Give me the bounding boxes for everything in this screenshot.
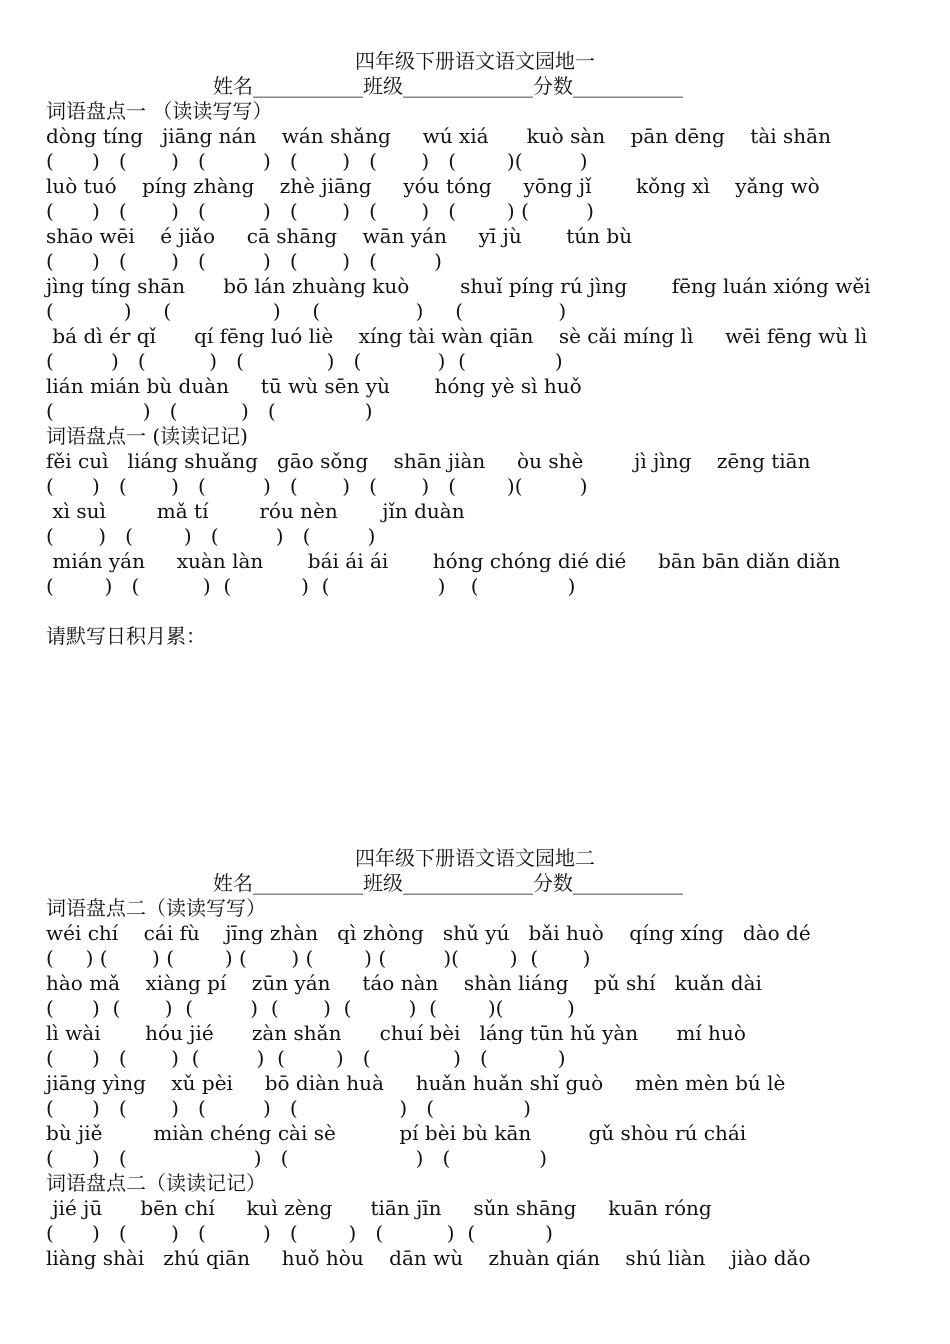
- pinyin-row: dòng tíng jiāng nán wán shǎng wú xiá kuò sàn pān dēng tài shān: [46, 124, 831, 148]
- pinyin-row: shāo wēi é jiǎo cā shāng wān yán yī jù tún bù: [46, 224, 633, 248]
- pinyin-row: jìng tíng shān bō lán zhuàng kuò shuǐ píng rú jìng fēng luán xióng wěi: [46, 274, 871, 298]
- vocab-heading-read-write: 词语盘点二（读读写写）: [46, 896, 266, 920]
- answer-blanks-row: ( ) ( ) ( ) ( ) ( ): [46, 349, 563, 373]
- answer-blanks-row: ( ) ( ) ( ) ( ): [46, 299, 567, 323]
- pinyin-row: lián mián bù duàn tū wù sēn yù hóng yè sì huǒ: [46, 374, 582, 398]
- pinyin-row: wéi chí cái fù jīng zhàn qì zhòng shǔ yú bǎi huò qíng xíng dào dé: [46, 921, 811, 945]
- answer-blanks-row: ( ) ( ) ( ) ( ) ( ): [46, 574, 576, 598]
- answer-blanks-row: ( ) ( ) ( ) ( ) ( ) ( )( ): [46, 996, 575, 1020]
- pinyin-row: luò tuó píng zhàng zhè jiāng yóu tóng yōng jǐ kǒng xì yǎng wò: [46, 174, 820, 198]
- pinyin-row: hào mǎ xiàng pí zūn yán táo nàn shàn liáng pǔ shí kuǎn dài: [46, 971, 762, 995]
- answer-blanks-row: ( ) ( ) ( ) ( ) ( ): [46, 1096, 531, 1120]
- answer-blanks-row: ( ) ( ) ( ) ( ) ( ) ( )( ): [46, 474, 588, 498]
- answer-blanks-row: ( ) ( ) ( ) ( ) ( ) ( ): [46, 1221, 553, 1245]
- pinyin-row: lì wài hóu jié zàn shǎn chuí bèi láng tūn hǔ yàn mí huò: [46, 1021, 746, 1045]
- answer-blanks-row: ( ) ( ) ( ) ( ) ( ) ( )( ): [46, 149, 588, 173]
- pinyin-row: jiāng yìng xǔ pèi bō diàn huà huǎn huǎn shǐ guò mèn mèn bú lè: [46, 1071, 786, 1095]
- section-2-title: 四年级下册语文语文园地二: [355, 846, 595, 870]
- answer-blanks-row: ( ) ( ) ( ) ( ) ( ): [46, 249, 442, 273]
- pinyin-row: liàng shài zhú qiān huǒ hòu dān wù zhuàn qián shú liàn jiào dǎo: [46, 1246, 811, 1270]
- answer-blanks-row: ( ) ( ) ( ) ( ) ( ) ( ) ( ): [46, 199, 594, 223]
- pinyin-row: bá dì ér qǐ qí fēng luó liè xíng tài wàn qiān sè cǎi míng lì wēi fēng wù lì: [46, 324, 868, 348]
- pinyin-row: jié jū bēn chí kuì zèng tiān jīn sǔn shāng kuān róng: [46, 1196, 712, 1220]
- dictation-prompt: 请默写日积月累：: [46, 624, 206, 648]
- section-2-student-info: 姓名___________班级_____________分数___________: [213, 871, 683, 895]
- answer-blanks-row: ( ) ( ) ( ) ( ): [46, 524, 376, 548]
- vocab-heading-read-write: 词语盘点一 （读读写写）: [46, 99, 273, 123]
- pinyin-row: fěi cuì liáng shuǎng gāo sǒng shān jiàn òu shè jì jìng zēng tiān: [46, 449, 811, 473]
- vocab-heading-read-remember: 词语盘点二（读读记记）: [46, 1171, 266, 1195]
- answer-blanks-row: ( ) ( ) ( ): [46, 399, 373, 423]
- section-1-student-info: 姓名___________班级_____________分数___________: [213, 74, 683, 98]
- answer-blanks-row: ( ) ( ) ( ) ( ) ( ) ( ): [46, 1046, 566, 1070]
- answer-blanks-row: ( ) ( ) ( ) ( ): [46, 1146, 548, 1170]
- pinyin-row: bù jiě miàn chéng cài sè pí bèi bù kān gǔ shòu rú chái: [46, 1121, 747, 1145]
- vocab-heading-read-remember: 词语盘点一 (读读记记): [46, 424, 248, 448]
- answer-blanks-row: ( ) ( ) ( ) ( ) ( ) ( )( ) ( ): [46, 946, 591, 970]
- pinyin-row: mián yán xuàn làn bái ái ái hóng chóng dié dié bān bān diǎn diǎn: [46, 549, 841, 573]
- pinyin-row: xì suì mǎ tí róu nèn jǐn duàn: [46, 499, 465, 523]
- section-1-title: 四年级下册语文语文园地一: [355, 49, 595, 73]
